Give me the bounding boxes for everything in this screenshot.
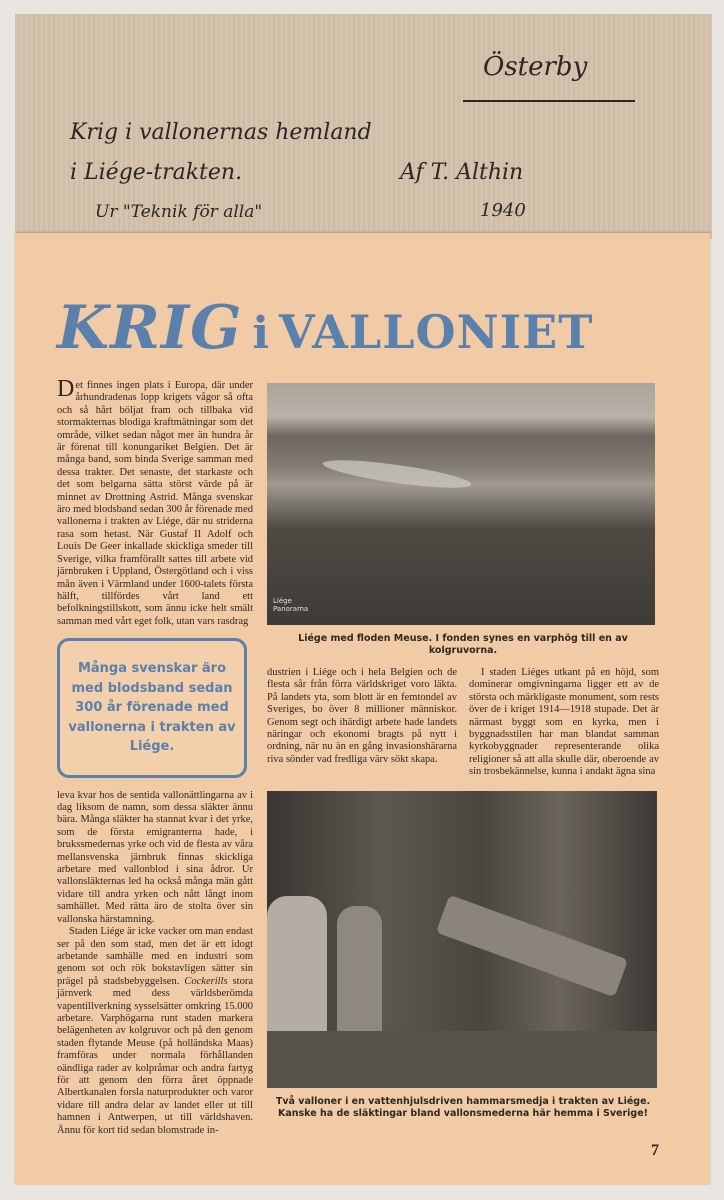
photo-hammer-forge xyxy=(267,791,657,1088)
paragraph: stora järnverk med dess världsberömda vapentillverkning sysselsätter omkring 15.000 arbetare. Varphögarna runt staden markera belägenheten av kolgruvor och på den genom staden flytande Meuse (på holländska Maas) framföras under normala förhållanden oändliga rader av kolpråmar och andra fartyg för att genom den förra året öppnade Albertkanalen forsla naturprodukter och varor vidare till andra delar av landet eller ut till hamnen i Antwerpen, ut till världshaven. Ännu för kort tid sedan blomstrade in- xyxy=(57,975,254,1136)
paragraph: Staden Liége är icke vacker om man endast ser på den som stad, men det är ett idogt arbetande samhälle med en industri som genom sot och rök bokstavligen sätter sin prägel på stadsbebyggelsen. xyxy=(57,926,253,987)
text-columns xyxy=(267,667,659,779)
photo-liege-panorama xyxy=(267,383,655,625)
right-area xyxy=(267,380,659,1160)
drop-cap: D xyxy=(57,376,75,402)
paragraph: dustrien i Liége och i hela Belgien och de flesta sår från förra världskriget voro läkta. På landets yta, som blott är en femtondel av Sveriges, bo över 8 millioner människor. Genom segt och ihärdigt arbete hade landets näringar och ekonomi bragts på nytt i ordning, när nu än en gång invasionshärarna riva sönder vad fredliga värv sökt skapa. xyxy=(267,667,457,765)
column-3 xyxy=(469,667,659,779)
paragraph: et finnes ingen plats i Europa, där under århundradenas lopp krigets vågor så ofta och så hårt böljat fram och tillbaka vid stormakternas blodiga kraftmätningar som det område, vilket sedan något mer än hundra år är förenat till konungariket Belgien. Det är många band, som binda Sverige samman med dessa trakter. Det senaste, det starkaste och det som belgarna sätta störst värde på är minnet av Drottning Astrid. Många svenskar äro med blodsband sedan 300 år förenade med vallonerna i trakten av Liége, där nu striderna rasa som hetast. När Gustaf II Adolf och Louis De Geer inkallade skickliga smeder till Sverige, vilka framförallt sattes till arbete vid järnbruken i Uppland, Östergötland och i viss mån även i Värmland under 1600-talets första hälft, tillfördes vårt land ett befolkningstillskott, som ännu icke helt smält samman med vårt eget folk, utan vars rasdrag xyxy=(57,380,253,627)
caption-photo-2: Två valloner i en vattenhjulsdriven hammarsmedja i trakten av Liége. Kanske ha de släktingar bland vallonsmederna här hemma i Sverige! xyxy=(275,1095,651,1119)
emphasis-cockerills: Cockerills xyxy=(184,975,228,987)
paragraph: I staden Liéges utkant på en höjd, som dominerar omgivningarna ligger ett av de största och märkligaste monument, som rests över de i kriget 1914—1918 stupade. Det är närmast byggt som en kyrka, men i byggnadsstilen har man blandat samman kyrkobyggnader representerande olika religioner så att alla skulle där, oberoende av sin trosbekännelse, kunna i andakt ägna sina xyxy=(469,667,659,778)
note-place: Österby xyxy=(483,52,588,82)
worker-figure xyxy=(337,906,382,1036)
river xyxy=(321,455,472,494)
title-valloniet: VALLONIET xyxy=(279,305,594,359)
article-page xyxy=(15,233,710,1185)
column-2 xyxy=(267,667,457,779)
pull-quote: Många svenskar äro med blodsband sedan 300 år förenade med vallonerna i trakten av Liége. xyxy=(68,661,236,755)
underline xyxy=(463,100,635,102)
note-source: Ur "Teknik för alla" xyxy=(95,202,263,222)
title-krig: KRIG xyxy=(57,293,243,363)
caption-photo-1: Liége med floden Meuse. I fonden synes en varphög till en av kolgruvorna. xyxy=(298,633,628,656)
photo-stamp: Liége Panorama xyxy=(273,597,309,613)
floor xyxy=(267,1031,657,1088)
note-line2: i Liége-trakten. xyxy=(70,160,243,185)
hammer-beam xyxy=(436,894,628,997)
column-1-bottom xyxy=(57,790,253,1137)
page-number: 7 xyxy=(651,1141,659,1159)
column-1 xyxy=(57,376,254,1137)
paragraph: leva kvar hos de sentida vallonättlingarna av i dag liksom de namn, som dessa släkter ännu bära. Många släkter ha stannat kvar i det yrke, som de första emigranterna hade, i brukssmedernas yrke och vid de flesta av våra mellansvenska järnbruk finnas skickliga arbetare med vallonblod i sina ådror. Ur vallonsläkternas led ha också många män gått vidare till andra yrken och nått långt inom samhället. Med rätta äro de stolta över sin vallonska härstamning. xyxy=(57,789,253,925)
article-title xyxy=(57,293,710,373)
title-i: i xyxy=(252,308,270,359)
column-1-top xyxy=(57,376,253,628)
pull-quote-box xyxy=(57,638,247,778)
note-author: Af T. Althin xyxy=(400,160,524,185)
note-line1: Krig i vallonernas hemland xyxy=(70,120,372,145)
worker-figure xyxy=(267,896,327,1046)
article-body xyxy=(57,376,659,1160)
note-year: 1940 xyxy=(480,200,526,221)
handwritten-note-slip xyxy=(15,14,712,239)
